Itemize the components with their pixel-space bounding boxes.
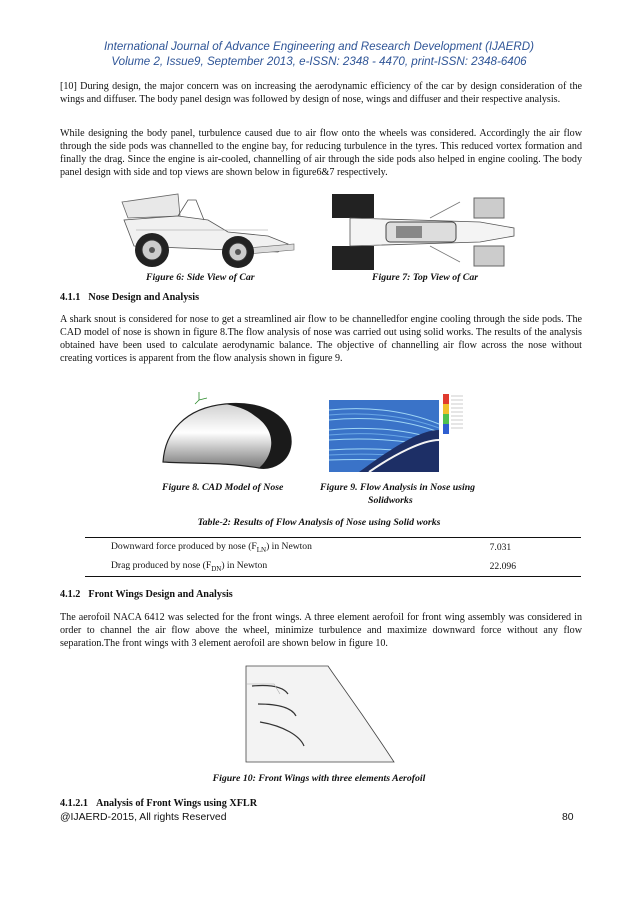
section-heading-4-1-1	[60, 292, 207, 303]
section-number: 4.1.2	[60, 589, 81, 600]
section-title: Nose Design and Analysis	[88, 292, 200, 303]
paragraph-front-wings: The aerofoil NACA 6412 was selected for the front wings. A three element aerofoil for front wing assembly was considered in order to channel the air flow above the wheel, minimize turbulence and maximize downward force without any flow separation.The front wings with 3 element aerofoil are shown below in figure 10.	[60, 612, 582, 650]
figure-side-view-image	[118, 190, 296, 272]
journal-title: International Journal of Advance Engineering and Research Development (IJAERD)	[103, 40, 535, 53]
table-cell-value: 7.031	[489, 541, 512, 553]
table-cell-label: Drag produced by nose $(F_{DN})$ in Newton	[111, 559, 268, 573]
caption-figure-9-line2: Solidworks	[368, 495, 413, 506]
results-table	[85, 537, 581, 577]
paragraph-body-panel: While designing the body panel, turbulence caused due to air flow onto the wheels was considered. Accordingly the air flow through the side pods was channelled to the engine bay, for reducing turbulence in the tyres. This reduced vortex formation and finally the drag. Since the engine is air-cooled, channelling of air through the side pods also helped in engine cooling. The body panel design with side and top views are shown below in figure6&7 respectively.	[60, 128, 582, 179]
caption-figure-10: Figure 10: Front Wings with three elements Aerofoil	[212, 773, 426, 784]
table-row	[85, 538, 581, 557]
table-cell-value: 22.096	[489, 560, 517, 572]
figure-nose-cad-image	[155, 392, 297, 476]
figure-nose-flow-image	[329, 390, 469, 478]
journal-volume-info: Volume 2, Issue9, September 2013, e-ISSN: 2348 - 4470, print-ISSN: 2348-6406	[111, 55, 527, 68]
table-cell-label: Downward force produced by nose $(F_{LN})$ in Newton	[111, 541, 312, 554]
section-number: 4.1.2.1	[60, 798, 89, 809]
paragraph-nose-design: A shark snout is considered for nose to get a streamlined air flow to be channelledfor engine cooling through the side pods. The CAD model of nose is shown in figure 8.The flow analysis of nose was carried out using solid works. The results of the analysis obtained have been used to calculate aerodynamic balance. The objective of channelling air flow across the nose without creating vortices is apparent from the flow analysis shown in figure 9.	[60, 314, 582, 365]
section-heading-4-1-2-1	[60, 798, 265, 809]
paragraph-intro: [10] During design, the major concern was on increasing the aerodynamic efficiency of the car by design consideration of the wings and diffuser. The body panel design was followed by design of nose, wings and diffuser and their respective analysis.	[60, 81, 582, 106]
table-row	[85, 557, 581, 576]
section-number: 4.1.1	[60, 292, 81, 303]
figure-front-wings-image	[244, 664, 400, 768]
section-heading-4-1-2	[60, 589, 241, 600]
figure-top-view-image	[330, 192, 516, 272]
caption-figure-7: Figure 7: Top View of Car	[372, 272, 479, 283]
page-number: 80	[562, 812, 574, 823]
footer-copyright: @IJAERD-2015, All rights Reserved	[60, 812, 227, 823]
table-caption: Table-2: Results of Flow Analysis of Nose using Solid works	[197, 517, 441, 528]
section-title: Front Wings Design and Analysis	[88, 589, 233, 600]
caption-figure-8: Figure 8. CAD Model of Nose	[162, 482, 284, 493]
caption-figure-6: Figure 6: Side View of Car	[146, 272, 255, 283]
caption-figure-9-line1: Figure 9. Flow Analysis in Nose using	[320, 482, 476, 493]
section-title: Analysis of Front Wings using XFLR	[96, 798, 258, 809]
